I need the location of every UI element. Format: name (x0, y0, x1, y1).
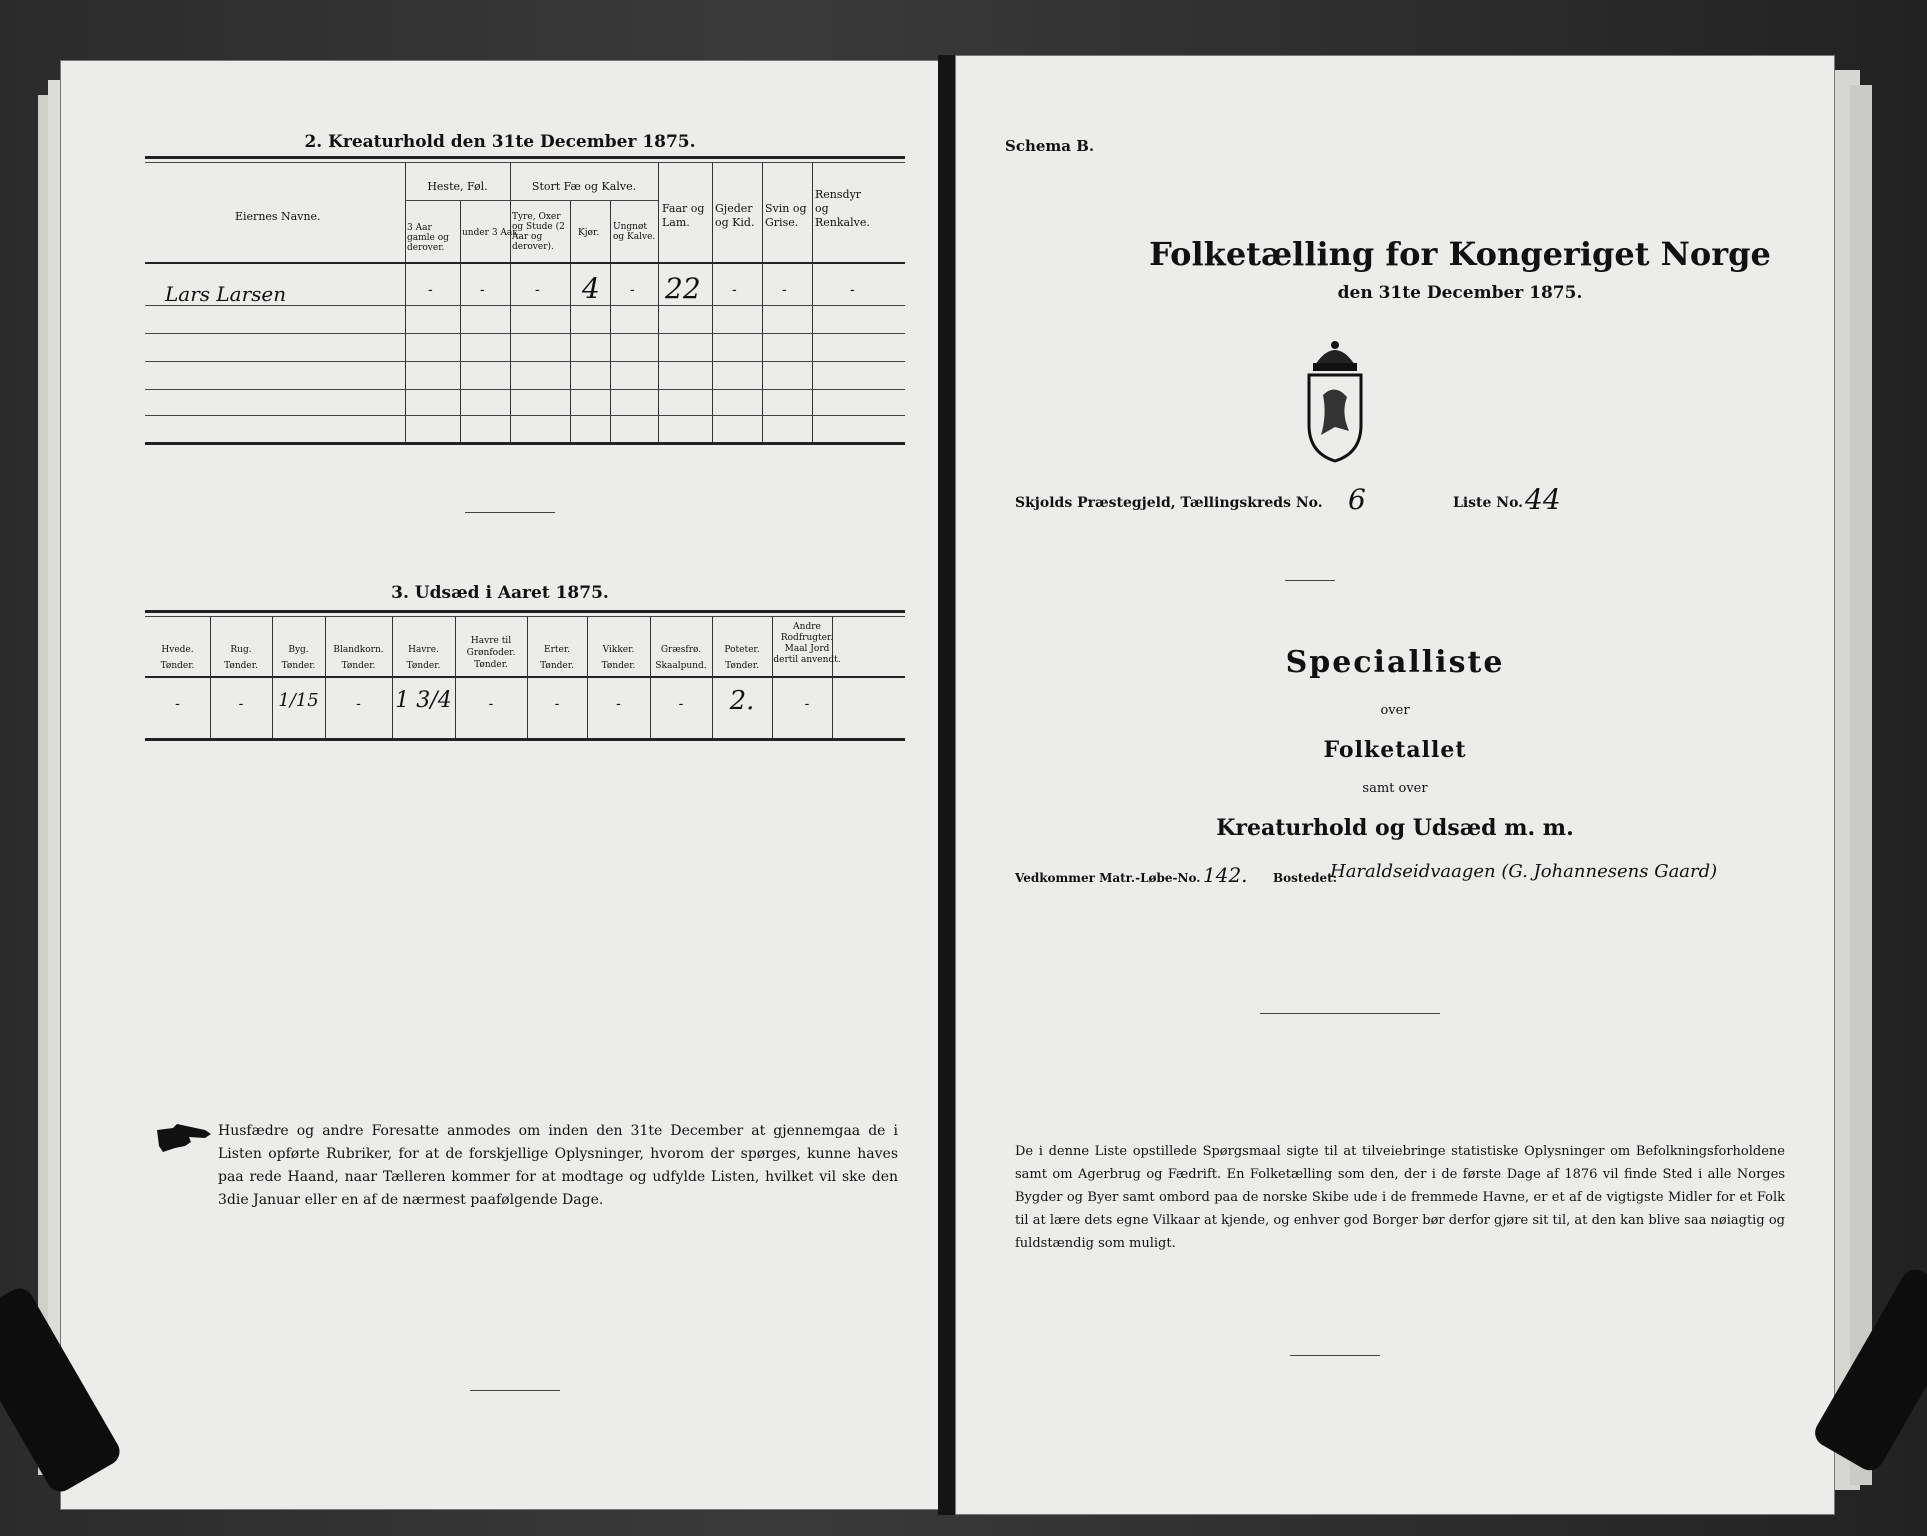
cell-horses-old: - (428, 282, 433, 298)
seed-value: - (554, 696, 560, 712)
col-divider (570, 200, 571, 442)
table-rule (145, 156, 905, 159)
seed-value: - (488, 696, 494, 712)
seed-value: - (356, 696, 361, 712)
col-divider (272, 616, 273, 738)
col-divider (527, 616, 528, 738)
book-binding (938, 55, 956, 1515)
seed-value: - (678, 696, 684, 712)
seed-header-potatoes: Poteter. Tønder. (724, 645, 760, 671)
list-prefix: Liste No. (1453, 495, 1524, 511)
form-title: Folketælling for Kongeriget Norge (1149, 235, 1771, 273)
cell-cattle-bulls: - (535, 282, 540, 298)
seed-value: 2. (729, 686, 755, 716)
col-divider (812, 162, 813, 442)
cell-cattle-young: - (630, 282, 635, 298)
table-rule (145, 442, 905, 445)
district-number: 6 (1348, 483, 1366, 516)
seed-header-vetch: Vikker. Tønder. (601, 645, 636, 671)
col-divider (610, 200, 611, 442)
header-cattle: Stort Fæ og Kalve. (531, 180, 637, 193)
seed-value: - (238, 696, 244, 712)
header-goats: Gjeder og Kid. (715, 202, 755, 229)
seed-header-mixed: Blandkorn. Tønder. (333, 645, 384, 671)
seed-header-wheat: Hvede. Tønder. (160, 645, 195, 671)
kreaturhold-heading: Kreaturhold og Udsæd m. m. (1216, 815, 1574, 841)
bosted-value: Haraldseidvaagen (G. Johannesens Gaard) (1330, 861, 1718, 882)
col-divider (460, 200, 461, 442)
district-prefix: Skjolds Præstegjeld, Tællingskreds No. (1015, 495, 1323, 511)
col-divider (325, 616, 326, 738)
livestock-title: 2. Kreaturhold den 31te December 1875. (304, 132, 696, 152)
coat-of-arms-icon (1295, 335, 1375, 465)
header-horses: Heste, Føl. (427, 180, 488, 193)
row-rule (145, 361, 905, 362)
notice-text: Husfædre og andre Foresatte anmodes om inden den 31te December at gjennemgaa de i Listen opførte Rubriker, for at de forskjellige Oplysninger, hvorom der spørges, kunne haves paa rede Haand, naar Tælleren kommer for at modtage og udfylde Listen, hvilket vil ske den 3die Januar eller en af de nærmest paafølgende Dage. (218, 1123, 898, 1208)
separator (1260, 1013, 1440, 1014)
seed-header-rye: Rug. Tønder. (224, 645, 258, 671)
seed-value: - (804, 696, 810, 712)
seed-header-peas: Erter. Tønder. (540, 645, 574, 671)
specialliste-heading: Specialliste (1285, 645, 1505, 680)
seed-title: 3. Udsæd i Aaret 1875. (391, 583, 609, 603)
table-rule (145, 676, 905, 678)
cell-pigs: - (782, 282, 787, 298)
seed-header-grass: Græsfrø. Skaalpund. (655, 645, 707, 671)
row-rule (145, 333, 905, 334)
header-pigs: Svin og Grise. (765, 202, 807, 229)
owner-name: Lars Larsen (165, 282, 287, 306)
col-divider (210, 616, 211, 738)
page-edge (1850, 85, 1872, 1485)
seed-header-green-oats: Havre til Grønfoder. Tønder. (466, 636, 516, 670)
seed-value: - (175, 696, 180, 712)
seed-value: 1/15 (278, 690, 319, 711)
cell-goats: - (732, 282, 737, 298)
col-divider (712, 162, 713, 442)
seed-header-barley: Byg. Tønder. (281, 645, 316, 671)
cell-horses-young: - (480, 282, 485, 298)
row-rule (145, 415, 905, 416)
cell-cattle-cows: 4 (582, 272, 600, 305)
separator (1285, 580, 1335, 581)
col-divider (405, 162, 406, 442)
cell-reindeer: - (850, 282, 855, 298)
bosted-label: Bostedet: (1273, 871, 1338, 885)
schema-label: Schema B. (1005, 137, 1095, 155)
row-rule (145, 389, 905, 390)
matr-label: Vedkommer Matr.-Løbe-No. (1015, 871, 1201, 885)
header-sheep: Faar og Lam. (662, 202, 705, 229)
col-divider (587, 616, 588, 738)
pointing-hand-icon (155, 1120, 215, 1160)
table-rule (405, 200, 658, 201)
table-rule (145, 616, 905, 617)
header-cattle-cows: Kjør. (578, 228, 600, 238)
cell-sheep: 22 (665, 272, 701, 305)
footer-text: De i denne Liste opstillede Spørgsmaal sigte til at tilveiebringe statistiske Oplysninger om Befolkningsforholdene samt om Agerbrug og Fædrift. En Folketælling som den, der i de første Dage af 1876 vil finde Sted i alle Norges Bygder og Byer samt ombord paa de norske Skibe ude i de fremmede Havne, er et af de vigtigste Midler for et Folk til at lære dets egne Vilkaar at kjende, og enhver god Borger bør derfor gjøre sit til, at den kan blive saa nøiagtig og fuldstændig som muligt. (1015, 1144, 1785, 1251)
header-owner: Eiernes Navne. (235, 210, 321, 223)
table-rule (145, 262, 905, 264)
header-horses-old: 3 Aar gamle og derover. (407, 223, 449, 253)
separator (465, 512, 555, 513)
seed-value: - (616, 696, 621, 712)
col-divider (650, 616, 651, 738)
seed-value: 1 3/4 (395, 688, 452, 713)
header-cattle-young: Ungnøt og Kalve. (613, 222, 656, 242)
form-subtitle: den 31te December 1875. (1337, 283, 1583, 303)
header-horses-young: under 3 Aar. (462, 228, 519, 238)
table-rule (145, 738, 905, 741)
col-divider (392, 616, 393, 738)
header-reindeer: Rensdyr og Renkalve. (815, 188, 870, 229)
over-text: over (1380, 703, 1410, 718)
seed-header-roots: Andre Rodfrugter. Maal Jord dertil anvendt. (773, 622, 841, 665)
list-number: 44 (1525, 483, 1561, 516)
separator (470, 1390, 560, 1391)
row-rule (145, 305, 905, 306)
table-rule (145, 162, 905, 163)
seed-header-oats: Havre. Tønder. (406, 645, 441, 671)
header-cattle-bulls: Tyre, Oxer og Stude (2 Aar og derover). (512, 212, 565, 252)
separator (1290, 1355, 1380, 1356)
samt-over-text: samt over (1362, 781, 1428, 796)
folketallet-heading: Folketallet (1323, 737, 1467, 763)
col-divider (510, 162, 511, 442)
col-divider (658, 162, 659, 442)
col-divider (712, 616, 713, 738)
right-page (955, 55, 1835, 1515)
table-rule (145, 610, 905, 613)
left-page (60, 60, 940, 1510)
matr-number: 142. (1203, 863, 1248, 887)
